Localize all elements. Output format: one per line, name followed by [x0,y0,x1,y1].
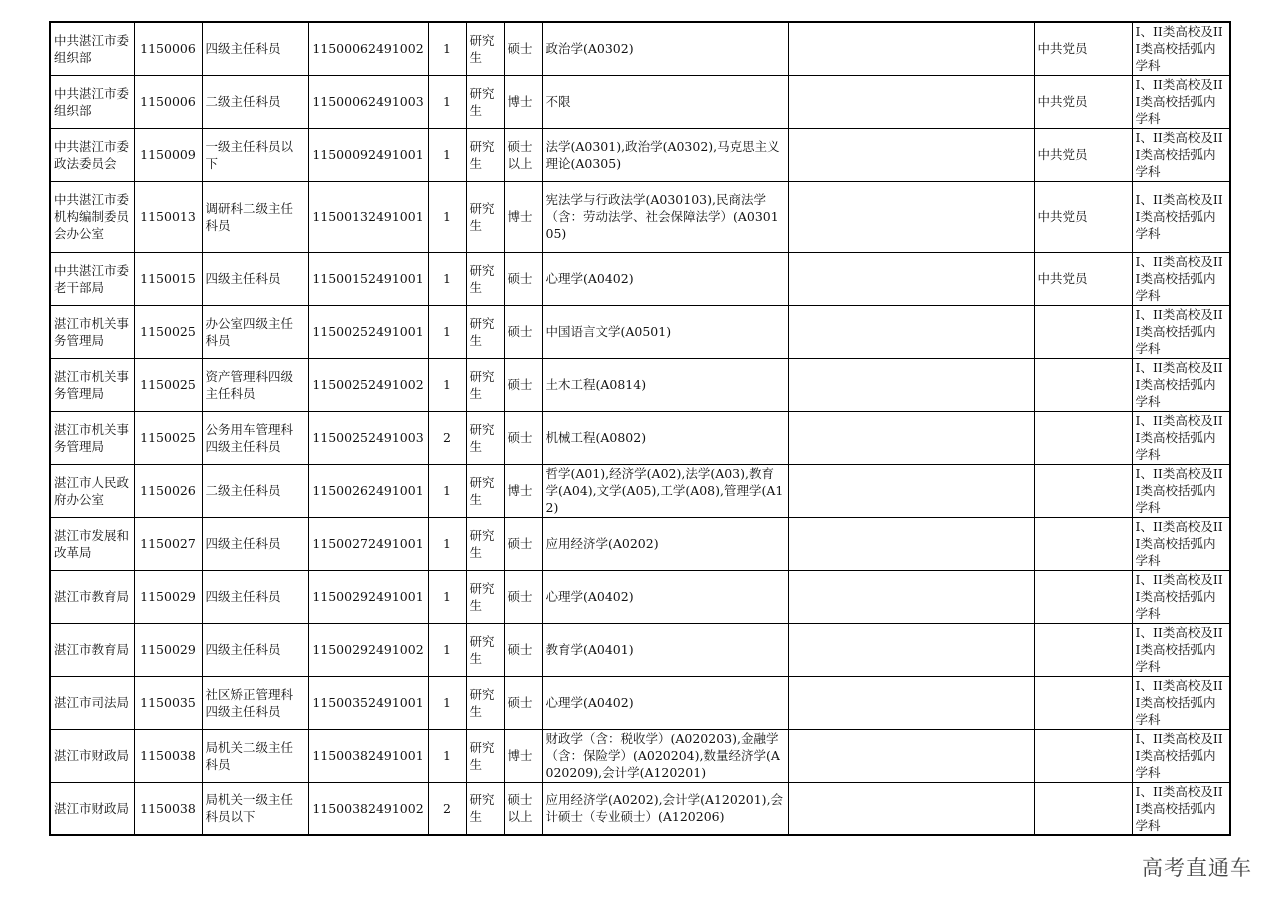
position-cell: 四级主任科员 [202,252,308,305]
school-requirement-cell: I、II类高校及III类高校括弧内学科 [1132,75,1230,128]
education-cell: 研究生 [466,358,504,411]
count-cell: 1 [428,517,466,570]
degree-cell: 硕士 [504,517,542,570]
position-cell: 四级主任科员 [202,22,308,75]
table-row [50,782,1230,835]
degree-cell: 硕士 [504,623,542,676]
position-code-cell: 11500252491001 [308,305,428,358]
other-requirements-cell [788,464,1034,517]
table-row [50,729,1230,782]
position-cell: 局机关二级主任科员 [202,729,308,782]
position-code-cell: 11500152491001 [308,252,428,305]
unit-cell: 湛江市机关事务管理局 [50,358,134,411]
education-cell: 研究生 [466,305,504,358]
education-cell: 研究生 [466,676,504,729]
position-cell: 资产管理科四级主任科员 [202,358,308,411]
education-cell: 研究生 [466,22,504,75]
unit-cell: 湛江市教育局 [50,623,134,676]
unit-cell: 湛江市机关事务管理局 [50,411,134,464]
major-cell: 心理学(A0402) [542,676,788,729]
major-cell: 宪法学与行政法学(A030103),民商法学（含：劳动法学、社会保障法学）(A030105) [542,181,788,252]
other-requirements-cell [788,128,1034,181]
degree-cell: 硕士 [504,22,542,75]
position-code-cell: 11500382491002 [308,782,428,835]
major-cell: 应用经济学(A0202),会计学(A120201),会计硕士（专业硕士）(A120206) [542,782,788,835]
major-cell: 心理学(A0402) [542,252,788,305]
political-status-cell: 中共党员 [1034,22,1132,75]
education-cell: 研究生 [466,623,504,676]
watermark: 高考直通车 [1142,856,1252,880]
major-cell: 心理学(A0402) [542,570,788,623]
unit-code-cell: 1150013 [134,181,202,252]
other-requirements-cell [788,517,1034,570]
position-code-cell: 11500252491002 [308,358,428,411]
degree-cell: 硕士以上 [504,128,542,181]
count-cell: 1 [428,358,466,411]
count-cell: 1 [428,75,466,128]
count-cell: 2 [428,782,466,835]
unit-code-cell: 1150025 [134,411,202,464]
school-requirement-cell: I、II类高校及III类高校括弧内学科 [1132,517,1230,570]
unit-code-cell: 1150025 [134,358,202,411]
political-status-cell: 中共党员 [1034,181,1132,252]
school-requirement-cell: I、II类高校及III类高校括弧内学科 [1132,128,1230,181]
school-requirement-cell: I、II类高校及III类高校括弧内学科 [1132,305,1230,358]
education-cell: 研究生 [466,782,504,835]
position-cell: 四级主任科员 [202,570,308,623]
education-cell: 研究生 [466,252,504,305]
political-status-cell [1034,358,1132,411]
unit-cell: 湛江市教育局 [50,570,134,623]
count-cell: 1 [428,22,466,75]
degree-cell: 硕士以上 [504,782,542,835]
unit-code-cell: 1150038 [134,782,202,835]
education-cell: 研究生 [466,411,504,464]
major-cell: 不限 [542,75,788,128]
political-status-cell [1034,782,1132,835]
school-requirement-cell: I、II类高校及III类高校括弧内学科 [1132,411,1230,464]
other-requirements-cell [788,623,1034,676]
political-status-cell: 中共党员 [1034,252,1132,305]
school-requirement-cell: I、II类高校及III类高校括弧内学科 [1132,22,1230,75]
count-cell: 1 [428,305,466,358]
position-cell: 四级主任科员 [202,517,308,570]
political-status-cell: 中共党员 [1034,128,1132,181]
position-cell: 二级主任科员 [202,75,308,128]
political-status-cell [1034,305,1132,358]
unit-cell: 中共湛江市委老干部局 [50,252,134,305]
major-cell: 财政学（含：税收学）(A020203),金融学（含：保险学）(A020204),数量经济学(A020209),会计学(A120201) [542,729,788,782]
unit-cell: 中共湛江市委政法委员会 [50,128,134,181]
degree-cell: 硕士 [504,305,542,358]
table-row [50,75,1230,128]
education-cell: 研究生 [466,464,504,517]
school-requirement-cell: I、II类高校及III类高校括弧内学科 [1132,676,1230,729]
degree-cell: 硕士 [504,252,542,305]
political-status-cell [1034,676,1132,729]
unit-code-cell: 1150035 [134,676,202,729]
political-status-cell [1034,464,1132,517]
degree-cell: 博士 [504,464,542,517]
count-cell: 1 [428,623,466,676]
unit-code-cell: 1150009 [134,128,202,181]
table-row [50,181,1230,252]
major-cell: 教育学(A0401) [542,623,788,676]
unit-cell: 湛江市人民政府办公室 [50,464,134,517]
school-requirement-cell: I、II类高校及III类高校括弧内学科 [1132,252,1230,305]
unit-code-cell: 1150015 [134,252,202,305]
unit-code-cell: 1150025 [134,305,202,358]
other-requirements-cell [788,358,1034,411]
unit-code-cell: 1150006 [134,22,202,75]
position-code-cell: 11500292491001 [308,570,428,623]
table-row [50,22,1230,75]
other-requirements-cell [788,676,1034,729]
degree-cell: 博士 [504,181,542,252]
count-cell: 1 [428,128,466,181]
position-cell: 调研科二级主任科员 [202,181,308,252]
other-requirements-cell [788,305,1034,358]
table-row [50,570,1230,623]
school-requirement-cell: I、II类高校及III类高校括弧内学科 [1132,729,1230,782]
major-cell: 土木工程(A0814) [542,358,788,411]
school-requirement-cell: I、II类高校及III类高校括弧内学科 [1132,464,1230,517]
school-requirement-cell: I、II类高校及III类高校括弧内学科 [1132,181,1230,252]
degree-cell: 硕士 [504,676,542,729]
school-requirement-cell: I、II类高校及III类高校括弧内学科 [1132,782,1230,835]
other-requirements-cell [788,22,1034,75]
school-requirement-cell: I、II类高校及III类高校括弧内学科 [1132,570,1230,623]
position-cell: 二级主任科员 [202,464,308,517]
education-cell: 研究生 [466,75,504,128]
education-cell: 研究生 [466,729,504,782]
position-code-cell: 11500062491002 [308,22,428,75]
political-status-cell [1034,729,1132,782]
unit-cell: 中共湛江市委组织部 [50,22,134,75]
table-body [50,22,1230,835]
position-cell: 四级主任科员 [202,623,308,676]
count-cell: 1 [428,729,466,782]
other-requirements-cell [788,252,1034,305]
position-cell: 公务用车管理科四级主任科员 [202,411,308,464]
table-row [50,623,1230,676]
major-cell: 应用经济学(A0202) [542,517,788,570]
school-requirement-cell: I、II类高校及III类高校括弧内学科 [1132,623,1230,676]
degree-cell: 博士 [504,729,542,782]
table-row [50,358,1230,411]
unit-cell: 中共湛江市委机构编制委员会办公室 [50,181,134,252]
count-cell: 1 [428,570,466,623]
unit-cell: 湛江市财政局 [50,782,134,835]
degree-cell: 博士 [504,75,542,128]
unit-cell: 中共湛江市委组织部 [50,75,134,128]
degree-cell: 硕士 [504,411,542,464]
position-code-cell: 11500272491001 [308,517,428,570]
education-cell: 研究生 [466,517,504,570]
position-code-cell: 11500062491003 [308,75,428,128]
major-cell: 中国语言文学(A0501) [542,305,788,358]
position-cell: 办公室四级主任科员 [202,305,308,358]
position-code-cell: 11500092491001 [308,128,428,181]
education-cell: 研究生 [466,128,504,181]
major-cell: 哲学(A01),经济学(A02),法学(A03),教育学(A04),文学(A05),工学(A08),管理学(A12) [542,464,788,517]
count-cell: 1 [428,252,466,305]
education-cell: 研究生 [466,181,504,252]
other-requirements-cell [788,75,1034,128]
degree-cell: 硕士 [504,570,542,623]
position-code-cell: 11500132491001 [308,181,428,252]
recruitment-table [49,21,1231,836]
other-requirements-cell [788,181,1034,252]
table-row [50,252,1230,305]
unit-code-cell: 1150026 [134,464,202,517]
table-row [50,411,1230,464]
table-row [50,464,1230,517]
other-requirements-cell [788,411,1034,464]
unit-cell: 湛江市司法局 [50,676,134,729]
other-requirements-cell [788,570,1034,623]
unit-code-cell: 1150038 [134,729,202,782]
major-cell: 法学(A0301),政治学(A0302),马克思主义理论(A0305) [542,128,788,181]
political-status-cell [1034,411,1132,464]
table-row [50,676,1230,729]
table-row [50,128,1230,181]
position-code-cell: 11500352491001 [308,676,428,729]
other-requirements-cell [788,729,1034,782]
major-cell: 政治学(A0302) [542,22,788,75]
other-requirements-cell [788,782,1034,835]
unit-code-cell: 1150006 [134,75,202,128]
count-cell: 1 [428,181,466,252]
political-status-cell: 中共党员 [1034,75,1132,128]
political-status-cell [1034,517,1132,570]
count-cell: 1 [428,464,466,517]
position-cell: 局机关一级主任科员以下 [202,782,308,835]
unit-code-cell: 1150029 [134,623,202,676]
unit-code-cell: 1150027 [134,517,202,570]
unit-cell: 湛江市财政局 [50,729,134,782]
unit-cell: 湛江市机关事务管理局 [50,305,134,358]
political-status-cell [1034,570,1132,623]
table-row [50,305,1230,358]
major-cell: 机械工程(A0802) [542,411,788,464]
position-code-cell: 11500382491001 [308,729,428,782]
school-requirement-cell: I、II类高校及III类高校括弧内学科 [1132,358,1230,411]
table-row [50,517,1230,570]
unit-cell: 湛江市发展和改革局 [50,517,134,570]
education-cell: 研究生 [466,570,504,623]
position-cell: 社区矫正管理科四级主任科员 [202,676,308,729]
political-status-cell [1034,623,1132,676]
position-code-cell: 11500292491002 [308,623,428,676]
unit-code-cell: 1150029 [134,570,202,623]
count-cell: 2 [428,411,466,464]
position-code-cell: 11500252491003 [308,411,428,464]
degree-cell: 硕士 [504,358,542,411]
position-code-cell: 11500262491001 [308,464,428,517]
position-cell: 一级主任科员以下 [202,128,308,181]
count-cell: 1 [428,676,466,729]
